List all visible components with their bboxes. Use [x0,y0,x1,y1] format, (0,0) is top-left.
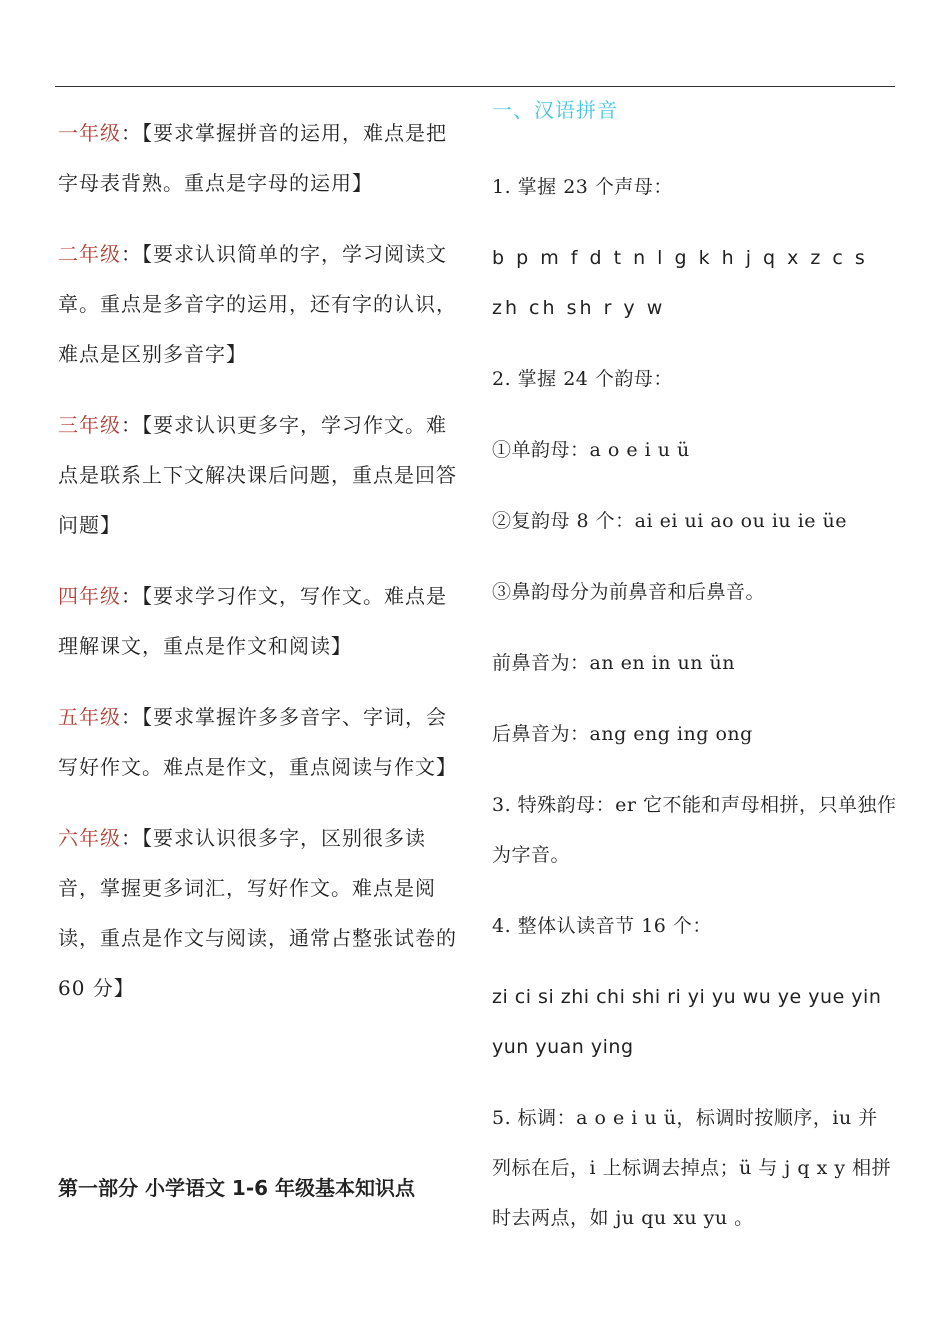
whole-syllables-heading: 4. 整体认读音节 16 个： [492,915,712,937]
grade-2-text: 【要求认识简单的字，学习阅读文章。重点是多音字的运用，还有字的认识，难点是区别多音字】 [58,242,457,366]
grade-5-text: 【要求掌握许多多音字、字词，会写好作文。难点是作文，重点阅读与作文】 [58,705,457,779]
initials-heading: 1. 掌握 23 个声母： [492,176,673,198]
grade-1-text: 【要求掌握拼音的运用，难点是把字母表背熟。重点是字母的运用】 [58,121,447,195]
grade-requirements-column [58,108,463,1034]
grade-2-label: 二年级 [58,242,121,266]
section-title: 一、汉语拼音 [492,98,618,122]
grade-1-paragraph [58,108,463,208]
front-nasal: 前鼻音为：an en in un ün [492,652,735,674]
grade-1-separator: ： [121,121,142,145]
nasal-finals: ③鼻韵母分为前鼻音和后鼻音。 [492,581,766,603]
grade-3-text: 【要求认识更多字，学习作文。难点是联系上下文解决课后问题，重点是回答问题】 [58,413,457,537]
grade-5-paragraph [58,692,463,792]
grade-4-label: 四年级 [58,584,121,608]
special-final: 3. 特殊韵母：er 它不能和声母相拼，只单独作为字音。 [492,794,897,866]
tone-marks: 5. 标调：a o e i u ü，标调时按顺序，iu 并列标在后，i 上标调去掉点；ü 与 j q x y 相拼时去两点，如 ju qu xu yu 。 [492,1107,892,1229]
compound-finals: ②复韵母 8 个：ai ei ui ao ou iu ie üe [492,510,848,532]
grade-3-label: 三年级 [58,413,121,437]
grade-4-paragraph [58,571,463,671]
grade-4-separator: ： [121,584,142,608]
initials-list: b p m f d t n l g k h j q x z c s zh ch sh r y w [492,247,868,319]
grade-6-paragraph [58,813,463,1013]
grade-6-label: 六年级 [58,826,121,850]
grade-5-separator: ： [121,705,142,729]
grade-6-separator: ： [121,826,142,850]
finals-heading: 2. 掌握 24 个韵母： [492,368,673,390]
whole-syllables-list: zi ci si zhi chi shi ri yi yu wu ye yue yin yun yuan ying [492,986,882,1058]
header-rule [55,86,895,87]
grade-2-separator: ： [121,242,142,266]
single-finals: ①单韵母：a o e i u ü [492,439,690,461]
grade-1-label: 一年级 [58,121,121,145]
grade-4-text: 【要求学习作文，写作文。难点是理解课文，重点是作文和阅读】 [58,584,447,658]
back-nasal: 后鼻音为：ang eng ing ong [492,723,753,745]
part-title: 第一部分 小学语文 1-6 年级基本知识点 [58,1176,416,1200]
grade-6-text: 【要求认识很多字，区别很多读音，掌握更多词汇，写好作文。难点是阅读，重点是作文与阅读，通常占整张试卷的 60 分】 [58,826,457,1000]
grade-2-paragraph [58,229,463,379]
grade-5-label: 五年级 [58,705,121,729]
grade-3-separator: ： [121,413,142,437]
pinyin-column [492,90,897,1264]
grade-3-paragraph [58,400,463,550]
